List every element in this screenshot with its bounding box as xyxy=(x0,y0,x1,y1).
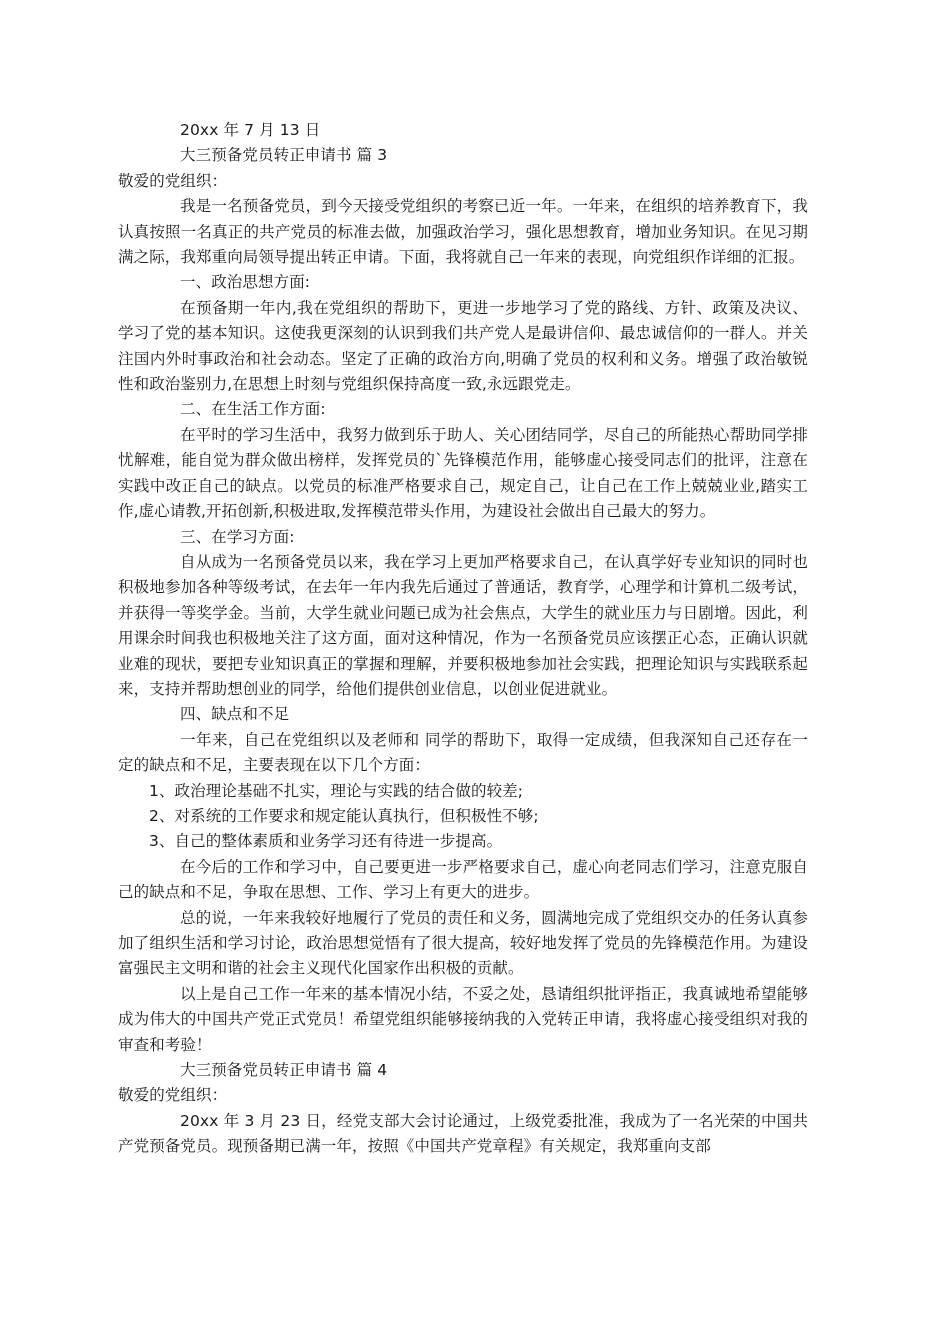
list-item: 2、对系统的工作要求和规定能认真执行，但积极性不够; xyxy=(149,806,539,825)
section-title-4: 大三预备党员转正申请书 篇 4 xyxy=(180,1061,388,1080)
section-title-3: 大三预备党员转正申请书 篇 3 xyxy=(180,146,388,165)
document-body xyxy=(118,118,808,1160)
paragraph: 自从成为一名预备党员以来，我在学习上更加严格要求自己，在认真学好专业知识的同时也积极地参加各种等级考试，在去年一年内我先后通过了普通话，教育学，心理学和计算机二级考试，并获得一等奖学金。当前，大学生就业问题已成为社会焦点，大学生的就业压力与日剧增。因此，利用课余时间我也积极地关注了这方面，面对这种情况，作为一名预备党员应该摆正心态，正确认识就业难的现状，要把专业知识真正的掌握和理解，并要积极地参加社会实践，把理论知识与实践联系起来，支持并帮助想创业的同学，给他们提供创业信息，以创业促进就业。 xyxy=(118,552,808,698)
paragraph: 在今后的工作和学习中，自己要更进一步严格要求自己，虚心向老同志们学习，注意克服自己的缺点和不足，争取在思想、工作、学习上有更大的进步。 xyxy=(118,857,808,902)
subheading-politics: 一、政治思想方面: xyxy=(180,273,311,292)
paragraph: 以上是自己工作一年来的基本情况小结，不妥之处，恳请组织批评指正，我真诚地希望能够成为伟大的中国共产党正式党员！希望党组织能够接纳我的入党转正申请，我将虚心接受组织对我的审查和考验！ xyxy=(118,984,808,1054)
subheading-shortcomings: 四、缺点和不足 xyxy=(180,705,290,724)
paragraph: 在预备期一年内,我在党组织的帮助下，更进一步地学习了党的路线、方针、政策及决议、学习了党的基本知识。这使我更深刻的认识到我们共产党人是最讲信仰、最忠诚信仰的一群人。并关注国内外时事政治和社会动态。坚定了正确的政治方向,明确了党员的权利和义务。增强了政治敏锐性和政治鉴别力,在思想上时刻与党组织保持高度一致,永远跟党走。 xyxy=(118,298,808,394)
salutation: 敬爱的党组织： xyxy=(118,171,228,190)
list-item: 3、自己的整体素质和业务学习还有待进一步提高。 xyxy=(149,832,503,851)
subheading-study: 三、在学习方面: xyxy=(180,527,295,546)
date-line: 20xx 年 7 月 13 日 xyxy=(180,121,321,139)
list-item: 1、政治理论基础不扎实，理论与实践的结合做的较差; xyxy=(149,781,524,800)
paragraph: 我是一名预备党员，到今天接受党组织的考察已近一年。一年来，在组织的培养教育下，我认真按照一名真正的共产党员的标准去做，加强政治学习，强化思想教育，增加业务知识。在见习期满之际，我郑重向局领导提出转正申请。下面，我将就自己一年来的表现，向党组织作详细的汇报。 xyxy=(118,197,808,267)
paragraph: 总的说，一年来我较好地履行了党员的责任和义务，圆满地完成了党组织交办的任务认真参加了组织生活和学习讨论，政治思想觉悟有了很大提高，较好地发挥了党员的先锋模范作用。为建设富强民主文明和谐的社会主义现代化国家作出积极的贡献。 xyxy=(118,908,808,978)
paragraph: 一年来，自己在党组织以及老师和 同学的帮助下，取得一定成绩，但我深知自己还存在一定的缺点和不足，主要表现在以下几个方面： xyxy=(118,730,808,775)
subheading-life-work: 二、在生活工作方面: xyxy=(180,400,326,419)
paragraph: 20xx 年 3 月 23 日，经党支部大会讨论通过，上级党委批准，我成为了一名光荣的中国共产党预备党员。现预备期已满一年，按照《中国共产党章程》有关规定，我郑重向支部 xyxy=(118,1111,808,1156)
salutation: 敬爱的党组织： xyxy=(118,1086,228,1105)
paragraph: 在平时的学习生活中，我努力做到乐于助人、关心团结同学，尽自己的所能热心帮助同学排忧解难，能自觉为群众做出榜样，发挥党员的`先锋模范作用，能够虚心接受同志们的批评，注意在实践中改正自己的缺点。以党员的标准严格要求自己，规定自己，让自己在工作上兢兢业业,踏实工作,虚心请教,开拓创新,积极进取,发挥模范带头作用，为建设社会做出自己最大的努力。 xyxy=(118,425,808,521)
